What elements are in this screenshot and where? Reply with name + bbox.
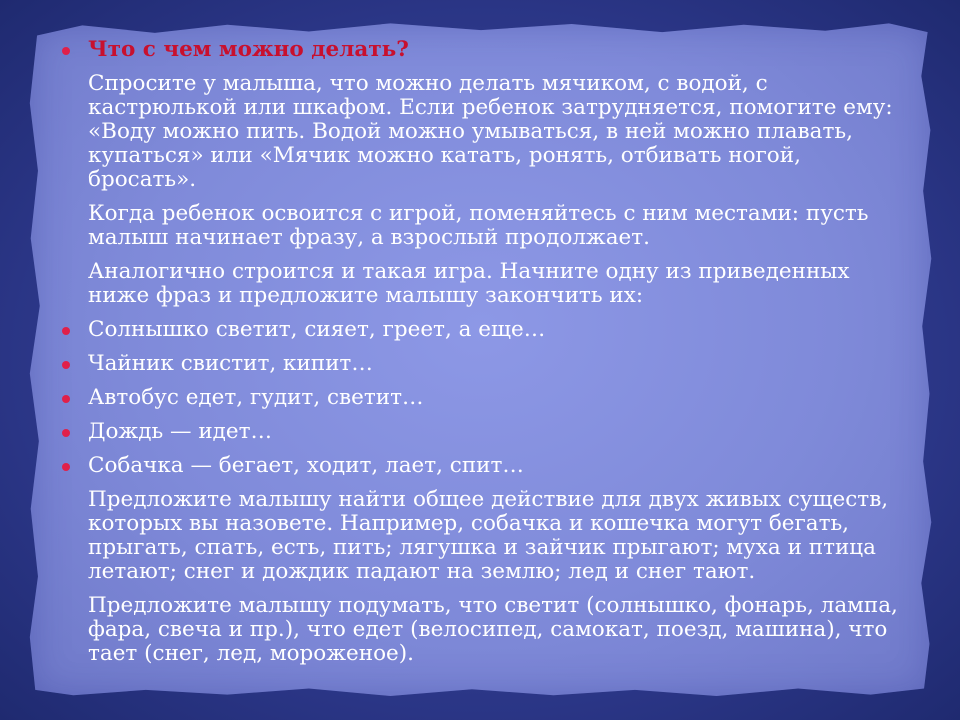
paragraph — [58, 202, 908, 250]
paragraph-text: Аналогично строится и такая игра. Начните одну из приведенных ниже фраз и предложите малышу закончить их: — [88, 259, 850, 308]
bullet-item — [58, 386, 908, 410]
paragraph-text: Спросите у малыша, что можно делать мячиком, с водой, с кастрюлькой или шкафом. Если ребенок затрудняется, помогите ему: «Воду можно пить. Водой можно умываться, в ней можно плавать, купаться» или «Мячик можно катать, ронять, отбивать ногой, бросать». — [88, 71, 893, 192]
paragraph — [58, 488, 908, 584]
slide-title: Что с чем можно делать? — [88, 37, 409, 62]
title-bullet — [58, 38, 908, 62]
bullet-dot-icon — [62, 395, 70, 403]
bullet-dot-icon — [62, 47, 70, 55]
bullet-text: Дождь — идет… — [88, 419, 272, 444]
bullet-dot-icon — [62, 327, 70, 335]
paragraph-text: Предложите малышу подумать, что светит (солнышко, фонарь, лампа, фара, свеча и пр.), что едет (велосипед, самокат, поезд, машина), что тает (снег, лед, мороженое). — [88, 593, 898, 666]
bullet-dot-icon — [62, 361, 70, 369]
paragraph-text: Когда ребенок освоится с игрой, поменяйтесь с ним местами: пусть малыш начинает фразу, а взрослый продолжает. — [88, 201, 869, 250]
bullet-item — [58, 454, 908, 478]
bullet-text: Автобус едет, гудит, светит… — [88, 385, 424, 410]
bullet-dot-icon — [62, 429, 70, 437]
slide-content — [58, 38, 908, 676]
bullet-item — [58, 352, 908, 376]
bullet-text: Солнышко светит, сияет, греет, а еще… — [88, 317, 546, 342]
bullet-item — [58, 420, 908, 444]
bullet-item — [58, 318, 908, 342]
paragraph — [58, 260, 908, 308]
bullet-dot-icon — [62, 463, 70, 471]
bullet-text: Собачка — бегает, ходит, лает, спит… — [88, 453, 524, 478]
paragraph-text: Предложите малышу найти общее действие для двух живых существ, которых вы назовете. Например, собачка и кошечка могут бегать, прыгать, спать, есть, пить; лягушка и зайчик прыгают; муха и птица летают; снег и дождик падают на землю; лед и снег тают. — [88, 487, 889, 584]
bullet-text: Чайник свистит, кипит… — [88, 351, 373, 376]
paragraph — [58, 594, 908, 666]
paragraph — [58, 72, 908, 192]
